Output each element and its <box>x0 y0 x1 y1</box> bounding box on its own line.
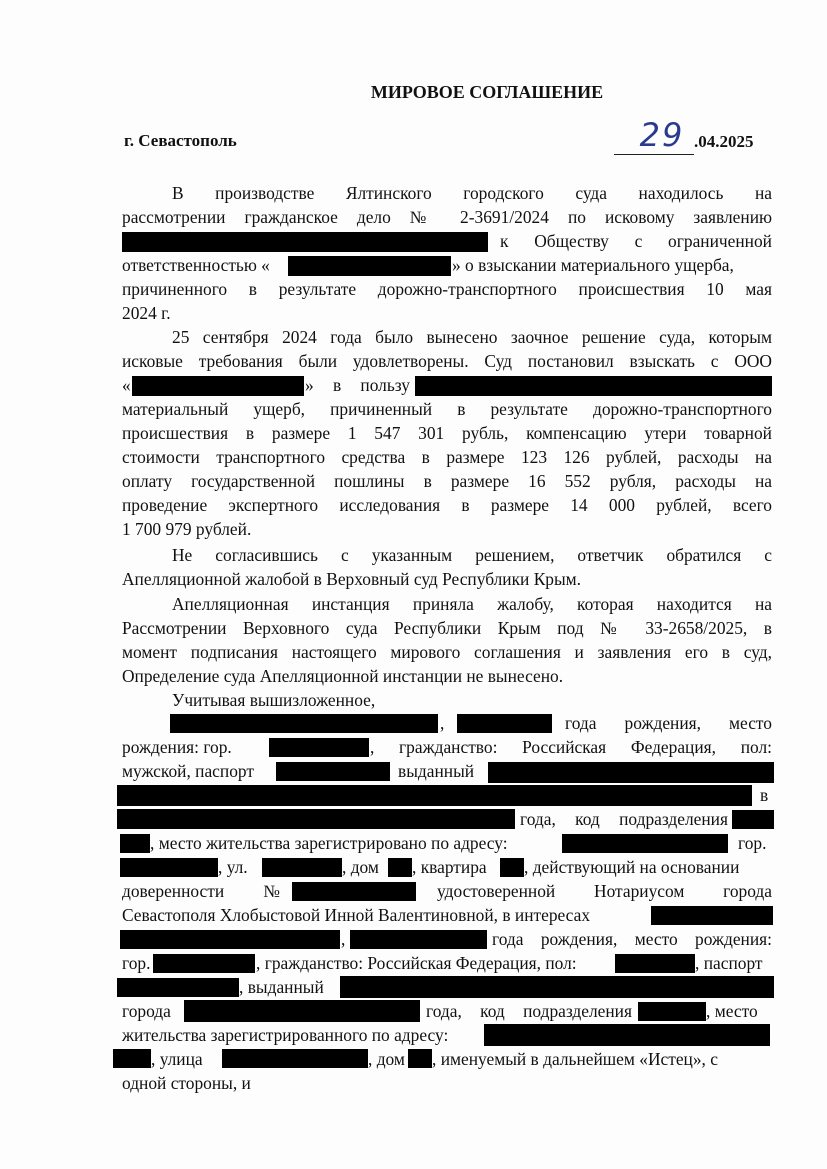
redaction <box>415 376 772 396</box>
text-line: мужской, паспорт <box>122 761 254 781</box>
handwritten-day: 29 <box>639 116 685 154</box>
redaction <box>262 858 342 877</box>
redaction <box>113 1049 151 1068</box>
text-line: года, код подразделения <box>426 1001 632 1021</box>
redaction <box>615 954 695 973</box>
text-line: Апелляционной жалобой в Верховный суд Республики Крым. <box>122 569 582 589</box>
redaction <box>340 976 774 998</box>
text-line: Не согласившись с указанным решением, ответчик обратился с <box>172 545 772 565</box>
text-line: удостоверенной Нотариусом города <box>437 881 772 901</box>
text-line: происшествия в размере 1 547 301 рубль, компенсацию утери товарной <box>122 423 772 443</box>
redaction <box>132 376 304 396</box>
redaction <box>408 1049 432 1068</box>
date-underline <box>614 154 694 155</box>
redaction <box>269 738 369 757</box>
document-date <box>614 118 764 158</box>
redaction <box>117 809 515 829</box>
text-line: года рождения, место <box>565 713 772 733</box>
text-line: Определение суда Апелляционной инстанции не вынесено. <box>122 666 564 686</box>
redaction <box>170 714 438 733</box>
text-line: момент подписания настоящего мирового соглашения и заявления его в суд, <box>122 642 772 662</box>
redaction <box>276 762 390 781</box>
text-line: Учитывая вышизложенное, <box>172 690 376 710</box>
text-line: материальный ущерб, причиненный в результате дорожно-транспортного <box>122 399 772 419</box>
date-month-year: .04.2025 <box>694 132 754 151</box>
text-line: В производстве Ялтинского городского суда находилось на <box>172 183 772 203</box>
redaction <box>638 1002 706 1021</box>
text-line: , гражданство: Российская Федерация, пол: <box>256 953 577 973</box>
text-line: города <box>122 1001 171 1021</box>
text-line: , место <box>706 1001 758 1021</box>
document-title: МИРОВОЕ СОГЛАШЕНИЕ <box>370 82 604 102</box>
text-line: , ул. <box>218 857 248 877</box>
text-line: 25 сентября 2024 года было вынесено заочное решение суда, которым <box>172 327 772 347</box>
text-line: доверенности № <box>122 881 280 901</box>
redaction <box>117 785 752 806</box>
redaction <box>457 714 552 733</box>
redaction <box>500 858 524 877</box>
text-line: года рождения, место рождения: <box>492 929 772 949</box>
redaction <box>120 834 150 853</box>
redaction <box>117 978 239 997</box>
redaction <box>122 232 488 252</box>
redaction <box>120 858 218 877</box>
redaction <box>651 906 773 925</box>
text-line: , дом <box>342 857 379 877</box>
text-line: , именуемый в дальнейшем «Истец», с <box>432 1049 718 1069</box>
text-line: рассмотрении гражданское дело № 2-3691/2024 по исковому заявлению <box>122 207 772 227</box>
redaction <box>120 930 340 949</box>
text-line: стоимости транспортного средства в размере 123 126 рублей, расходы на <box>122 447 772 467</box>
redaction <box>388 858 412 877</box>
text-line: « <box>122 375 131 395</box>
text-line: гор. <box>738 833 767 853</box>
text-line: , <box>440 713 445 733</box>
text-line: Рассмотрении Верховного суда Республики Крым под № 33-2658/2025, в <box>122 618 772 638</box>
text-line: Апелляционная инстанция приняла жалобу, которая находится на <box>172 594 772 614</box>
text-line: , паспорт <box>695 953 763 973</box>
text-line: жительства зарегистрированного по адресу: <box>122 1025 449 1045</box>
text-line: к Обществу с ограниченной <box>500 231 772 251</box>
text-line: 1 700 979 рублей. <box>122 519 252 539</box>
text-line: , место жительства зарегистрировано по адресу: <box>150 833 508 853</box>
redaction <box>288 256 451 276</box>
text-line: , выданный <box>239 977 324 997</box>
text-line: ответственностью « <box>122 255 270 275</box>
redaction <box>562 834 728 853</box>
text-line: оплату государственной пошлины в размере 16 552 рубля, расходы на <box>122 471 772 491</box>
text-line: , квартира <box>412 857 487 877</box>
redaction <box>184 1000 420 1022</box>
text-line: одной стороны, и <box>122 1073 251 1093</box>
redaction <box>350 930 487 949</box>
text-line: , гражданство: Российская Федерация, пол: <box>370 737 772 757</box>
text-line: причиненного в результате дорожно-транспортного происшествия 10 мая <box>122 279 772 299</box>
city-label: г. Севастополь <box>124 131 237 150</box>
text-line: 2024 г. <box>122 303 171 323</box>
text-line: , улица <box>151 1049 203 1069</box>
text-line: исковые требования были удовлетворены. Суд постановил взыскать с ООО <box>122 351 772 371</box>
text-line: , дом <box>368 1049 405 1069</box>
redaction <box>732 810 774 829</box>
text-line: Севастополя Хлобыстовой Инной Валентиновной, в интересах <box>122 905 591 925</box>
text-line: в <box>760 785 769 805</box>
redaction <box>222 1049 368 1068</box>
redaction <box>488 762 774 783</box>
text-line: выданный <box>398 761 475 781</box>
text-line: гор. <box>122 953 151 973</box>
text-line: года, код подразделения <box>520 809 728 829</box>
redaction <box>484 1024 770 1046</box>
text-line: , <box>341 929 346 949</box>
text-line: » в пользу <box>305 375 410 395</box>
text-line: , действующий на основании <box>524 857 740 877</box>
text-line: проведение экспертного исследования в размере 14 000 рублей, всего <box>122 495 772 515</box>
text-line: рождения: гор. <box>122 737 232 757</box>
text-line: » о взыскании материального ущерба, <box>452 255 734 275</box>
redaction <box>292 882 416 901</box>
redaction <box>153 954 255 973</box>
